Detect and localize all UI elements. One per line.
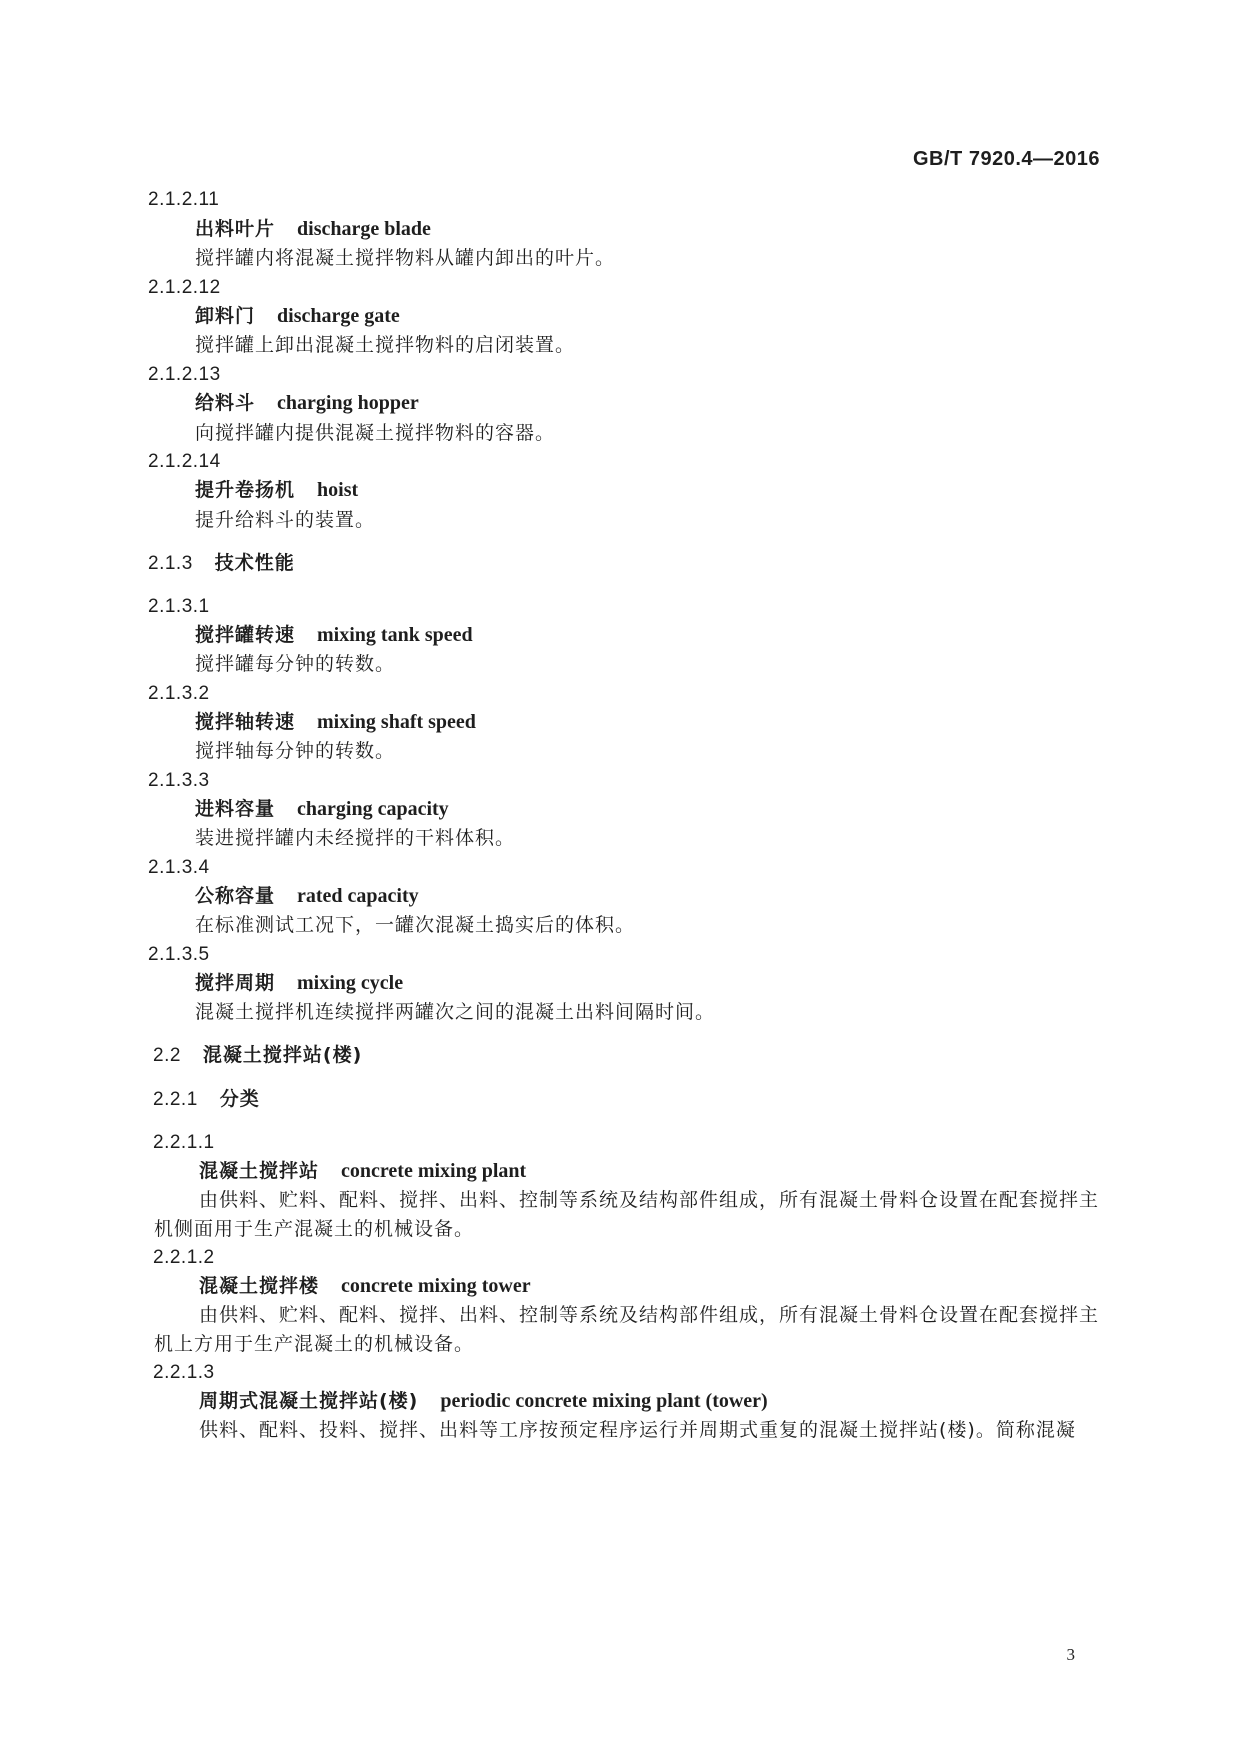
term <box>195 884 419 908</box>
term-zh: 提升卷扬机 <box>195 479 296 501</box>
clause-number: 2.1.3.2 <box>148 683 210 704</box>
definition: 由供料、贮料、配料、搅拌、出料、控制等系统及结构部件组成，所有混凝土骨料仓设置在配套搅拌主 <box>199 1189 1100 1211</box>
term <box>195 623 473 647</box>
page-number: 3 <box>1066 1645 1075 1664</box>
section-heading <box>148 551 295 576</box>
term-en: mixing cycle <box>297 972 404 994</box>
definition: 提升给料斗的装置。 <box>195 509 376 531</box>
term-zh: 进料容量 <box>195 798 276 820</box>
section-title: 技术性能 <box>214 552 295 574</box>
term-en: hoist <box>317 479 359 501</box>
section-heading <box>153 1043 362 1068</box>
section-number: 2.1.3 <box>148 553 193 574</box>
definition: 搅拌罐内将混凝土搅拌物料从罐内卸出的叶片。 <box>195 247 616 269</box>
clause-number: 2.2.1.1 <box>153 1132 215 1153</box>
clause-number: 2.1.3.5 <box>148 944 210 965</box>
definition: 向搅拌罐内提供混凝土搅拌物料的容器。 <box>195 422 556 444</box>
term-en: mixing tank speed <box>317 624 473 646</box>
term-en: concrete mixing tower <box>341 1275 531 1297</box>
section-number: 2.2.1 <box>153 1089 198 1110</box>
term <box>195 478 358 502</box>
definition-continued: 机上方用于生产混凝土的机械设备。 <box>154 1333 475 1355</box>
term <box>195 710 476 734</box>
term-en: concrete mixing plant <box>341 1160 527 1182</box>
term-zh: 给料斗 <box>195 392 256 414</box>
clause-number: 2.1.2.13 <box>148 364 221 385</box>
term <box>195 971 403 995</box>
term <box>199 1274 531 1298</box>
term <box>195 391 419 415</box>
term-en: charging hopper <box>277 392 419 414</box>
clause-number: 2.1.3.4 <box>148 857 210 878</box>
term-zh: 卸料门 <box>195 305 256 327</box>
section-title: 分类 <box>219 1088 260 1110</box>
clause-number: 2.2.1.3 <box>153 1362 215 1383</box>
section-title: 混凝土搅拌站(楼) <box>202 1044 363 1066</box>
term-en: mixing shaft speed <box>317 711 476 733</box>
term-en: discharge blade <box>297 218 431 240</box>
definition: 装进搅拌罐内未经搅拌的干料体积。 <box>195 827 516 849</box>
clause-number: 2.1.2.11 <box>148 189 220 210</box>
term-zh: 搅拌轴转速 <box>195 711 296 733</box>
definition: 混凝土搅拌机连续搅拌两罐次之间的混凝土出料间隔时间。 <box>195 1001 716 1023</box>
clause-number: 2.1.3.3 <box>148 770 210 791</box>
term-zh: 混凝土搅拌站 <box>199 1160 320 1182</box>
standard-code: GB/T 7920.4—2016 <box>913 148 1100 170</box>
clause-number: 2.1.2.14 <box>148 451 221 472</box>
term-zh: 周期式混凝土搅拌站(楼) <box>199 1390 419 1412</box>
term <box>195 217 431 241</box>
term-zh: 出料叶片 <box>195 218 276 240</box>
term <box>195 797 449 821</box>
definition-continued: 机侧面用于生产混凝土的机械设备。 <box>154 1218 475 1240</box>
term-zh: 搅拌周期 <box>195 972 276 994</box>
term-zh: 混凝土搅拌楼 <box>199 1275 320 1297</box>
term-en: periodic concrete mixing plant (tower) <box>440 1390 768 1412</box>
term-en: charging capacity <box>297 798 449 820</box>
term-en: rated capacity <box>297 885 419 907</box>
term-zh: 搅拌罐转速 <box>195 624 296 646</box>
term-zh: 公称容量 <box>195 885 276 907</box>
definition: 搅拌罐每分钟的转数。 <box>195 653 396 675</box>
definition: 搅拌轴每分钟的转数。 <box>195 740 396 762</box>
term <box>199 1389 768 1413</box>
clause-number: 2.2.1.2 <box>153 1247 215 1268</box>
definition: 由供料、贮料、配料、搅拌、出料、控制等系统及结构部件组成，所有混凝土骨料仓设置在配套搅拌主 <box>199 1304 1100 1326</box>
definition: 搅拌罐上卸出混凝土搅拌物料的启闭装置。 <box>195 334 576 356</box>
term <box>199 1159 526 1183</box>
term <box>195 304 400 328</box>
clause-number: 2.1.2.12 <box>148 277 221 298</box>
section-number: 2.2 <box>153 1045 181 1066</box>
term-en: discharge gate <box>277 305 400 327</box>
definition: 在标准测试工况下，一罐次混凝土捣实后的体积。 <box>195 914 636 936</box>
definition: 供料、配料、投料、搅拌、出料等工序按预定程序运行并周期式重复的混凝土搅拌站(楼)。简称混凝 <box>199 1419 1076 1441</box>
clause-number: 2.1.3.1 <box>148 596 210 617</box>
section-heading <box>153 1087 260 1112</box>
